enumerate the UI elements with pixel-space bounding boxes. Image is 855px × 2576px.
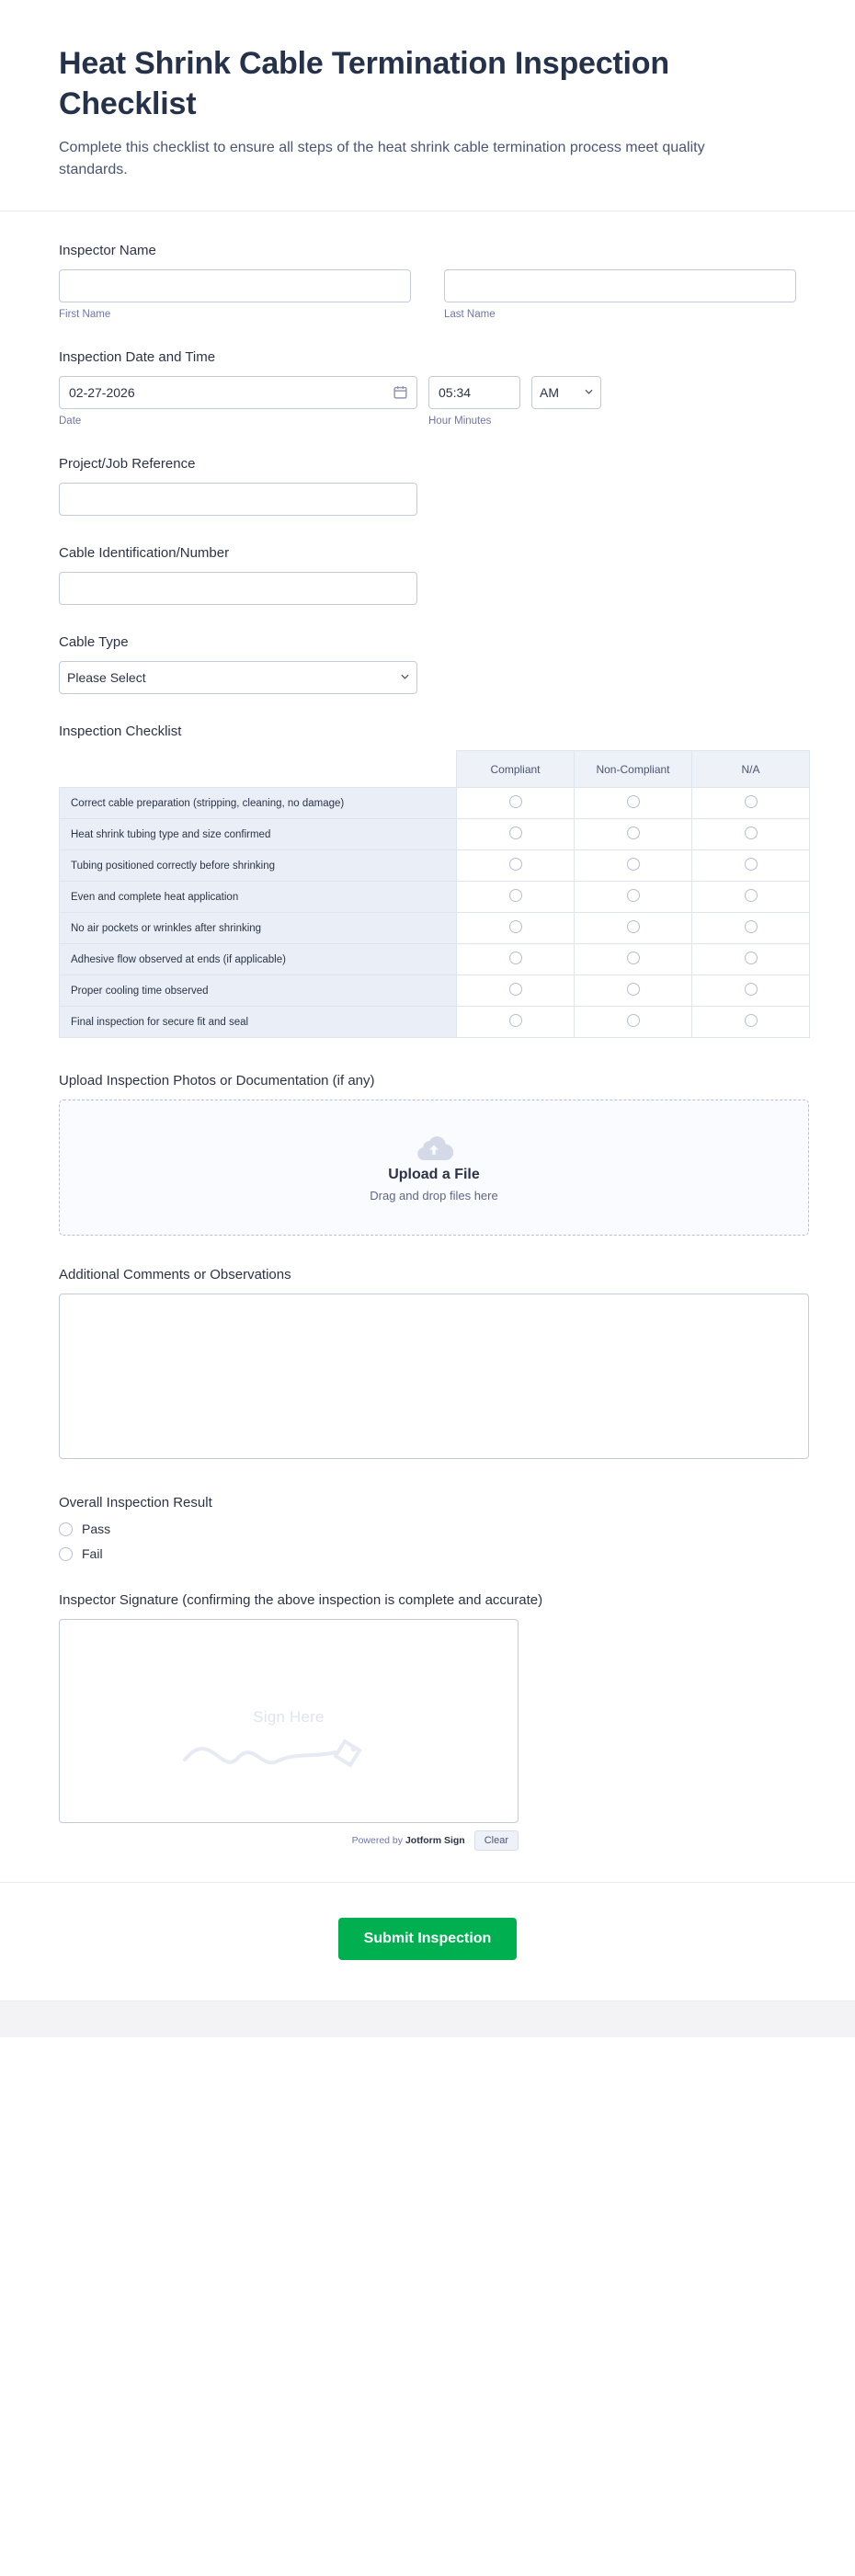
matrix-radio-na[interactable] (692, 975, 810, 1007)
matrix-corner (60, 751, 457, 788)
matrix-radio-compliant[interactable] (457, 1007, 575, 1038)
field-overall-result (59, 1495, 796, 1561)
matrix-row-label: Even and complete heat application (60, 882, 457, 913)
overall-result-fail-label: Fail (82, 1546, 103, 1562)
signature-clear-button[interactable]: Clear (474, 1830, 519, 1851)
matrix-radio-noncompliant[interactable] (575, 975, 692, 1007)
matrix-radio-noncompliant[interactable] (575, 913, 692, 944)
checklist-matrix (59, 750, 810, 1038)
matrix-radio-compliant[interactable] (457, 882, 575, 913)
comments-label: Additional Comments or Observations (59, 1267, 291, 1283)
matrix-radio-noncompliant[interactable] (575, 944, 692, 975)
table-row (60, 850, 810, 882)
matrix-radio-compliant[interactable] (457, 975, 575, 1007)
radio-icon[interactable] (509, 952, 522, 964)
checklist-head (60, 751, 810, 788)
matrix-radio-noncompliant[interactable] (575, 1007, 692, 1038)
signature-powered-by: Powered by Jotform Sign (351, 1835, 465, 1847)
radio-icon[interactable] (745, 889, 758, 902)
time-group (428, 376, 520, 427)
radio-icon[interactable] (627, 920, 640, 933)
matrix-row-label: Adhesive flow observed at ends (if applicable) (60, 944, 457, 975)
radio-icon[interactable] (509, 1014, 522, 1027)
matrix-radio-compliant[interactable] (457, 788, 575, 819)
overall-result-option-pass[interactable] (59, 1522, 796, 1536)
radio-icon[interactable] (509, 795, 522, 808)
field-cable-type (59, 634, 796, 694)
matrix-radio-noncompliant[interactable] (575, 850, 692, 882)
form-footer (0, 1882, 855, 2000)
upload-label: Upload Inspection Photos or Documentation (if any) (59, 1073, 375, 1089)
last-name-group (444, 269, 796, 320)
radio-icon[interactable] (509, 889, 522, 902)
field-comments (59, 1267, 796, 1464)
matrix-radio-na[interactable] (692, 819, 810, 850)
matrix-radio-compliant[interactable] (457, 913, 575, 944)
matrix-radio-noncompliant[interactable] (575, 788, 692, 819)
form-subtitle: Complete this checklist to ensure all steps of the heat shrink cable termination process meet quality standards. (59, 140, 705, 178)
cable-id-input[interactable] (59, 572, 417, 605)
table-row (60, 819, 810, 850)
first-name-group (59, 269, 411, 320)
table-row (60, 1007, 810, 1038)
overall-result-pass-label: Pass (82, 1522, 111, 1537)
last-name-sublabel: Last Name (444, 309, 496, 321)
date-group (59, 376, 417, 427)
radio-icon[interactable] (627, 858, 640, 871)
project-reference-label: Project/Job Reference (59, 456, 196, 473)
radio-icon[interactable] (745, 983, 758, 996)
date-input[interactable] (59, 376, 417, 409)
radio-icon[interactable] (627, 795, 640, 808)
matrix-row-label: Correct cable preparation (stripping, cleaning, no damage) (60, 788, 457, 819)
cable-id-label: Cable Identification/Number (59, 545, 230, 562)
page-title: Heat Shrink Cable Termination Inspection Checklist (59, 46, 669, 121)
project-reference-input[interactable] (59, 483, 417, 516)
last-name-input[interactable] (444, 269, 796, 302)
checklist-body (60, 788, 810, 1038)
field-signature (59, 1592, 796, 1851)
radio-icon[interactable] (627, 1014, 640, 1027)
radio-icon[interactable] (745, 795, 758, 808)
time-sublabel: Hour Minutes (428, 416, 492, 427)
radio-icon[interactable] (745, 826, 758, 839)
radio-icon[interactable] (509, 920, 522, 933)
matrix-radio-noncompliant[interactable] (575, 882, 692, 913)
calendar-icon[interactable] (393, 384, 408, 400)
radio-icon[interactable] (745, 1014, 758, 1027)
table-row (60, 975, 810, 1007)
date-sublabel: Date (59, 416, 82, 427)
signature-label: Inspector Signature (confirming the above inspection is complete and accurate) (59, 1592, 543, 1609)
cable-type-select[interactable] (59, 661, 417, 694)
matrix-row-label: Final inspection for secure fit and seal (60, 1007, 457, 1038)
overall-result-label: Overall Inspection Result (59, 1495, 212, 1511)
file-upload-dropzone[interactable] (59, 1100, 809, 1236)
page-bottom-strip (0, 2000, 855, 2037)
comments-textarea[interactable] (59, 1294, 809, 1459)
signature-pad[interactable] (59, 1619, 519, 1823)
radio-icon[interactable] (59, 1547, 73, 1561)
radio-icon[interactable] (627, 826, 640, 839)
matrix-col-na: N/A (692, 751, 810, 788)
matrix-radio-na[interactable] (692, 882, 810, 913)
inspector-name-label: Inspector Name (59, 243, 156, 259)
radio-icon[interactable] (745, 952, 758, 964)
matrix-row-label: Proper cooling time observed (60, 975, 457, 1007)
ampm-group (531, 376, 601, 409)
radio-icon[interactable] (509, 826, 522, 839)
matrix-col-compliant: Compliant (457, 751, 575, 788)
field-inspection-datetime (59, 349, 796, 427)
submit-button[interactable]: Submit Inspection (338, 1918, 518, 1960)
signature-hint: Sign Here (253, 1708, 325, 1727)
radio-icon[interactable] (627, 983, 640, 996)
matrix-radio-noncompliant[interactable] (575, 819, 692, 850)
radio-icon[interactable] (59, 1522, 73, 1536)
form-body (0, 211, 855, 1851)
overall-result-option-fail[interactable] (59, 1546, 796, 1561)
matrix-row-label: Tubing positioned correctly before shrinking (60, 850, 457, 882)
matrix-radio-compliant[interactable] (457, 944, 575, 975)
cloud-upload-icon (415, 1134, 453, 1161)
signature-placeholder-icon (174, 1721, 404, 1785)
matrix-radio-na[interactable] (692, 788, 810, 819)
matrix-row-label: No air pockets or wrinkles after shrinking (60, 913, 457, 944)
matrix-row-label: Heat shrink tubing type and size confirmed (60, 819, 457, 850)
signature-footer (59, 1830, 519, 1851)
radio-icon[interactable] (509, 858, 522, 871)
radio-icon[interactable] (627, 952, 640, 964)
field-project-reference (59, 456, 796, 516)
radio-icon[interactable] (509, 983, 522, 996)
matrix-radio-compliant[interactable] (457, 819, 575, 850)
field-upload (59, 1073, 796, 1236)
table-row (60, 788, 810, 819)
field-cable-id (59, 545, 796, 605)
radio-icon[interactable] (745, 920, 758, 933)
matrix-radio-na[interactable] (692, 944, 810, 975)
matrix-radio-compliant[interactable] (457, 850, 575, 882)
table-row (60, 913, 810, 944)
table-row (60, 944, 810, 975)
time-input[interactable] (428, 376, 520, 409)
radio-icon[interactable] (627, 889, 640, 902)
matrix-col-noncompliant: Non-Compliant (575, 751, 692, 788)
field-inspector-name (59, 243, 796, 320)
upload-hint: Drag and drop files here (370, 1188, 498, 1203)
ampm-select[interactable] (531, 376, 601, 409)
matrix-radio-na[interactable] (692, 913, 810, 944)
upload-title: Upload a File (388, 1166, 480, 1182)
field-inspection-checklist (59, 724, 796, 1038)
matrix-radio-na[interactable] (692, 850, 810, 882)
inspection-datetime-label: Inspection Date and Time (59, 349, 216, 366)
table-row (60, 882, 810, 913)
form-header (0, 0, 855, 211)
first-name-sublabel: First Name (59, 309, 111, 321)
radio-icon[interactable] (745, 858, 758, 871)
first-name-input[interactable] (59, 269, 411, 302)
matrix-radio-na[interactable] (692, 1007, 810, 1038)
cable-type-label: Cable Type (59, 634, 129, 651)
checklist-label: Inspection Checklist (59, 724, 182, 740)
